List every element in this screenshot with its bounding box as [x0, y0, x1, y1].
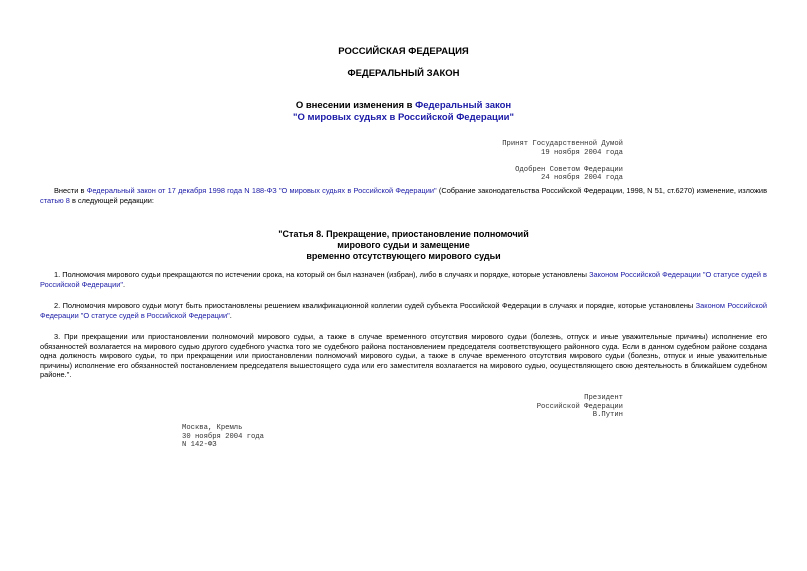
intro-text-1: Внести в [54, 186, 87, 195]
approved-council: Одобрен Советом Федерации [515, 165, 623, 174]
article-heading-line2: мирового судьи и замещение [337, 240, 470, 250]
article-heading [0, 229, 807, 262]
title-link-law-name[interactable]: "О мировых судьях в Российской Федерации" [292, 112, 515, 123]
p2-end: . [229, 310, 232, 320]
intro-text-2: (Собрание законодательства Российской Федерации, 1998, N 51, ст.6270) изменение, изложив [436, 186, 767, 195]
title-prefix: О внесении изменения в [295, 100, 416, 111]
signing-date: 30 ноября 2004 года [182, 432, 264, 441]
place: Москва, Кремль [182, 424, 243, 432]
signature-name: В.Путин [592, 411, 623, 420]
p2-link-law[interactable]: Законом Российской Федерации [40, 301, 767, 320]
intro-text-3: в следующей редакции: [69, 195, 154, 205]
paragraph-2 [40, 301, 767, 320]
adopted-duma-date: 19 ноября 2004 года [541, 148, 623, 157]
p1-text: 1. Полномочия мирового судьи прекращаются по истечении срока, на который он был назначен (избран), либо в случаях и порядке, которые установлены [54, 270, 590, 279]
p2-text: 2. Полномочия мирового судьи могут быть приостановлены решением квалификационной коллегии судей субъекта Российской Федерации в случаях и порядке, которые установлены [54, 301, 696, 310]
law-type-heading: ФЕДЕРАЛЬНЫЙ ЗАКОН [347, 68, 460, 79]
document-title [0, 100, 807, 124]
p1-link-law[interactable]: Законом Российской Федерации [589, 270, 701, 279]
paragraph-1 [40, 270, 767, 289]
intro-paragraph [40, 186, 767, 205]
country-heading: РОССИЙСКАЯ ФЕДЕРАЦИЯ [338, 46, 469, 57]
title-link-federal-law[interactable]: Федеральный закон [415, 100, 512, 111]
place-date-block [182, 424, 264, 450]
article-heading-line3: временно отсутствующего мирового судьи [306, 251, 501, 261]
p1-link-law-name[interactable]: "О статусе судей в Российской Федерации" [40, 270, 767, 289]
p1-end: . [123, 279, 126, 289]
intro-link-article-8[interactable]: статью 8 [40, 195, 70, 205]
p2-link-law-name[interactable]: "О статусе судей в Российской Федерации" [80, 310, 230, 320]
adoption-block [502, 140, 623, 183]
p3-text: 3. При прекращении или приостановлении полномочий мирового судьи, а также в случае временного отсутствия мирового судьи (болезнь, отпуск и иные уважительные причины) исполнение его обязанностей возлагается на мирового судью другого судебного участка того же судебного района постановлением председателя соответствующего районного суда. Если в данном судебном районе создана одна должность мирового судьи, то при прекращении или приостановлении полномочий мирового судьи, а также в случае временного отсутствия мирового судьи (болезнь, отпуск и иные уважительные причины) исполнение его обязанностей постановлением председателя вышестоящего суда или его заместителя возлагается на мирового судью, осуществляющего свою деятельность в ближайшем судебном районе.". [40, 332, 767, 380]
approved-council-date: 24 ноября 2004 года [541, 174, 623, 183]
signature-title: Президент [584, 394, 623, 402]
intro-link-law[interactable]: Федеральный закон от 17 декабря 1998 года N 188-ФЗ "О мировых судьях в Российской Федерации" [86, 186, 437, 195]
paragraph-3 [40, 332, 767, 380]
signature-block [537, 394, 623, 420]
adopted-duma: Принят Государственной Думой [502, 140, 623, 148]
article-heading-line1: "Статья 8. Прекращение, приостановление полномочий [278, 229, 529, 239]
law-number: N 142-ФЗ [182, 441, 217, 450]
signature-country: Российской Федерации [536, 402, 623, 411]
